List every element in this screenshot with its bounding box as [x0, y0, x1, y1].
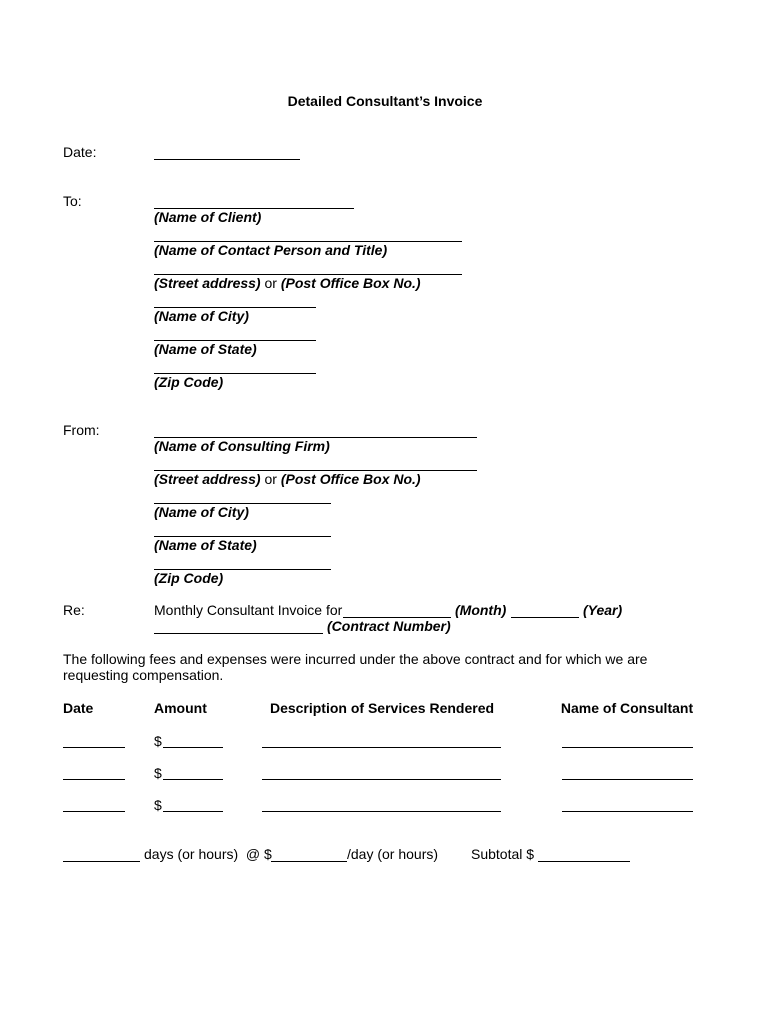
row2-currency: $ — [154, 765, 162, 781]
rate-field[interactable] — [271, 861, 347, 862]
to-zip-caption: (Zip Code) — [154, 374, 224, 390]
re-text: Monthly Consultant Invoice for — [154, 602, 343, 618]
row3-date-field[interactable] — [63, 811, 125, 812]
contract-number-field[interactable] — [154, 633, 323, 634]
header-description: Description of Services Rendered — [269, 700, 495, 716]
row2-date-field[interactable] — [63, 779, 125, 780]
to-street-label: (Street address) — [154, 275, 261, 291]
days-label: days (or hours) @ $ — [144, 846, 272, 862]
from-zip-caption: (Zip Code) — [154, 570, 224, 586]
contact-person-caption: (Name of Contact Person and Title) — [154, 242, 388, 258]
from-or-label: or — [264, 471, 277, 487]
from-city-caption: (Name of City) — [154, 504, 249, 520]
year-field[interactable] — [511, 617, 579, 618]
intro-line-1: The following fees and expenses were incurred under the above contract and for which we are — [63, 651, 648, 667]
header-date: Date — [63, 700, 94, 716]
row3-consultant-field[interactable] — [562, 811, 693, 812]
date-field[interactable] — [154, 159, 300, 160]
to-state-caption: (Name of State) — [154, 341, 257, 357]
row2-description-field[interactable] — [262, 779, 501, 780]
from-po-box-label: (Post Office Box No.) — [280, 471, 421, 487]
from-street-caption — [154, 471, 421, 488]
date-label: Date: — [63, 144, 97, 160]
subtotal-field[interactable] — [538, 861, 630, 862]
subtotal-label: Subtotal $ — [471, 846, 535, 862]
year-caption: (Year) — [583, 602, 623, 618]
to-po-box-label: (Post Office Box No.) — [280, 275, 421, 291]
row2-amount-field[interactable] — [163, 779, 223, 780]
to-city-caption: (Name of City) — [154, 308, 249, 324]
to-street-caption — [154, 275, 421, 292]
firm-name-caption: (Name of Consulting Firm) — [154, 438, 330, 454]
header-consultant: Name of Consultant — [560, 700, 694, 716]
from-label: From: — [63, 422, 100, 438]
row3-amount-field[interactable] — [163, 811, 223, 812]
client-name-caption: (Name of Client) — [154, 209, 262, 225]
from-state-caption: (Name of State) — [154, 537, 257, 553]
intro-line-2: requesting compensation. — [63, 667, 224, 683]
days-field[interactable] — [63, 861, 140, 862]
row1-currency: $ — [154, 733, 162, 749]
per-day-label: /day (or hours) — [347, 846, 439, 862]
row3-description-field[interactable] — [262, 811, 501, 812]
header-amount: Amount — [154, 700, 207, 716]
row2-consultant-field[interactable] — [562, 779, 693, 780]
to-or-label: or — [264, 275, 277, 291]
from-street-label: (Street address) — [154, 471, 261, 487]
row1-amount-field[interactable] — [163, 747, 223, 748]
row1-description-field[interactable] — [262, 747, 501, 748]
row1-date-field[interactable] — [63, 747, 125, 748]
to-label: To: — [63, 193, 82, 209]
page-title: Detailed Consultant’s Invoice — [287, 93, 483, 109]
month-caption: (Month) — [455, 602, 507, 618]
re-label: Re: — [63, 602, 85, 618]
row3-currency: $ — [154, 797, 162, 813]
row1-consultant-field[interactable] — [562, 747, 693, 748]
contract-number-caption: (Contract Number) — [327, 618, 451, 634]
